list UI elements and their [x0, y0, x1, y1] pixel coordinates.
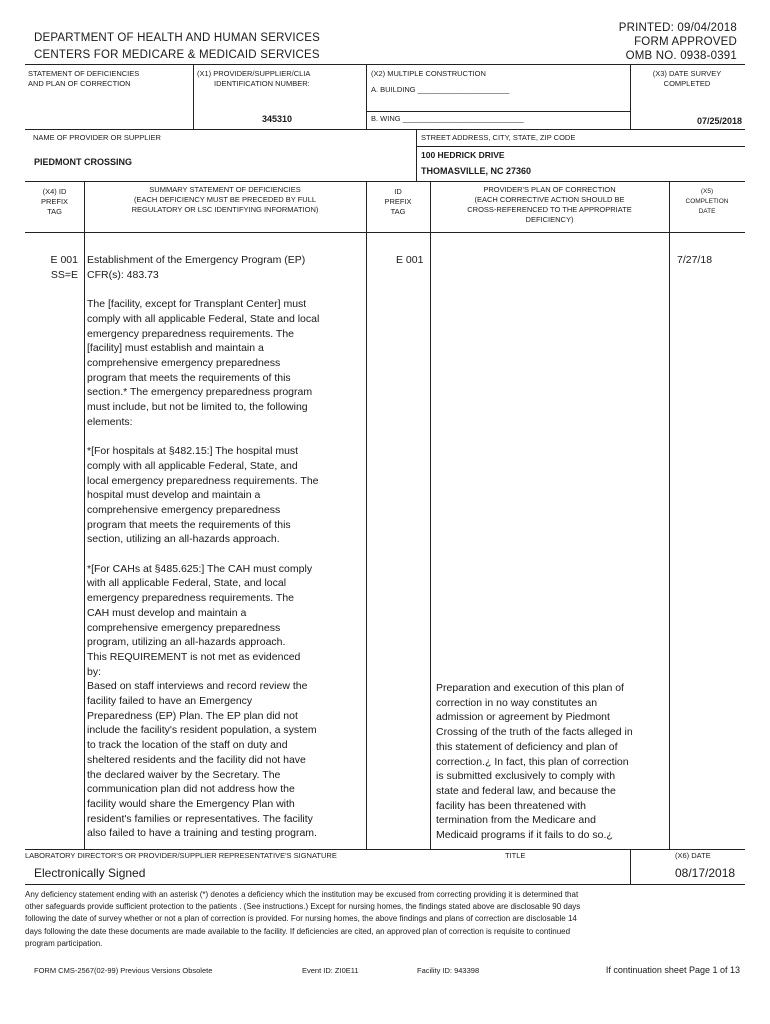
rule [25, 64, 745, 65]
date-label: (X6) DATE [675, 851, 711, 860]
survey-completed-date: 07/25/2018 [696, 116, 742, 126]
rule [669, 181, 670, 849]
street-address: 100 HEDRICK DRIVE [421, 150, 505, 160]
rule [366, 64, 367, 129]
id-header: ID PREFIX TAG [384, 187, 412, 216]
provider-id-number: 345310 [262, 114, 293, 124]
agency-subname: CENTERS FOR MEDICARE & MEDICAID SERVICES [34, 49, 320, 61]
address-label: STREET ADDRESS, CITY, STATE, ZIP CODE [421, 133, 576, 142]
rule [416, 129, 417, 181]
summary-paragraph: *[For CAHs at §485.625:] The CAH must comply with all applicable Federal, State, and local emergency preparedness requirements. The CAH must develop and maintain a comprehensive emergency preparedness program, utilizing an all-hazards approach. This REQUIREMENT is not met as evidenced by: Based on staff interviews and record review the facility failed to have an Emergency Preparedness (EP) Plan. The EP plan did not include the facility's resident population, a system to track the location of the staff on duty and sheltered residents and the facility did not have the declared waiver by the Secretary. The communication plan did not address how the facility would share the Emergency Plan with resident's families or representatives. The facility also failed to have a training and testing program. [87, 562, 317, 840]
agency-name: DEPARTMENT OF HEALTH AND HUMAN SERVICES [34, 32, 320, 44]
form-approved: FORM APPROVED [634, 36, 737, 48]
signature-value: Electronically Signed [34, 866, 146, 880]
omb-number: OMB NO. 0938-0391 [625, 50, 737, 62]
rule [416, 146, 745, 147]
provider-name: PIEDMONT CROSSING [34, 157, 133, 167]
summary-paragraph: *[For hospitals at §482.15:] The hospital must comply with all applicable Federal, State, and local emergency preparedness requirements. The hospital must develop and maintain a comprehensive emergency preparedness program that meets the requirements of this section, utilizing an all-hazards approach. [87, 445, 319, 546]
rule [630, 849, 631, 884]
rule [366, 111, 630, 112]
form-id: FORM CMS-2567(02-99) Previous Versions Obsolete [34, 966, 213, 975]
x3-label: (X3) DATE SURVEY COMPLETED [652, 69, 722, 88]
summary-paragraph: The [facility, except for Transplant Center] must comply with all applicable Federal, State and local emergency preparedness requirements. The [facility] must establish and maintain a comprehensive emergency preparedness program that meets the requirements of this section.* The emergency preparedness program must include, but not be limited to, the following elements: [87, 298, 320, 428]
x1-label: (X1) PROVIDER/SUPPLIER/CLIA IDENTIFICATION NUMBER: [197, 69, 311, 88]
rule [366, 181, 367, 849]
title-label: TITLE [505, 851, 526, 860]
summary-header: SUMMARY STATEMENT OF DEFICIENCIES (EACH DEFICIENCY MUST BE PRECEDED BY FULL REGULATORY OR LSC IDENTIFYING INFORMATION) [131, 185, 319, 214]
summary-paragraph: Establishment of the Emergency Program (EP) CFR(s): 483.73 [87, 254, 306, 281]
rule [193, 64, 194, 129]
page-number: If continuation sheet Page 1 of 13 [605, 965, 740, 975]
id-prefix-tag: E 001 [396, 254, 424, 266]
rule [25, 232, 745, 233]
rule [84, 181, 85, 849]
event-id: Event ID: ZI0E11 [302, 966, 359, 975]
rule [25, 181, 745, 182]
facility-id: Facility ID: 943398 [417, 966, 480, 975]
prefix-tag: E 001 SS=E [50, 254, 78, 281]
x5-header: (X5) COMPLETION DATE [685, 188, 729, 215]
rule [25, 129, 745, 130]
completion-date: 7/27/18 [677, 254, 713, 266]
plan-of-correction: Preparation and execution of this plan of correction in no way constitutes an admission or agreement by Piedmont Crossing of the truth of the facts alleged in this statement of deficiency and plan of correction.¿ In fact, this plan of correction is submitted exclusively to comply with state and federal law, and because the facility has been threatened with termination from the Medicare and Medicaid programs if it fails to do so.¿ [436, 682, 633, 842]
printed-date: PRINTED: 09/04/2018 [618, 22, 737, 34]
rule [430, 181, 431, 849]
summary-statement [87, 253, 365, 856]
signature-date: 08/17/2018 [675, 866, 736, 880]
building-field: A. BUILDING ______________________ [371, 85, 510, 94]
statement-label: STATEMENT OF DEFICIENCIES AND PLAN OF CORRECTION [28, 69, 140, 88]
rule [630, 64, 631, 129]
signature-label: LABORATORY DIRECTOR'S OR PROVIDER/SUPPLIER REPRESENTATIVE'S SIGNATURE [25, 851, 337, 860]
provider-name-label: NAME OF PROVIDER OR SUPPLIER [33, 133, 161, 142]
city-state-zip: THOMASVILLE, NC 27360 [421, 166, 532, 176]
plan-header: PROVIDER'S PLAN OF CORRECTION (EACH CORRECTIVE ACTION SHOULD BE CROSS-REFERENCED TO THE APPROPRIATE DEFICIENCY) [467, 185, 632, 224]
x4-header: (X4) ID PREFIX TAG [40, 187, 69, 216]
rule [25, 884, 745, 885]
footnote: Any deficiency statement ending with an asterisk (*) denotes a deficiency which the institution may be excused from correcting providing it is determined that other safeguards provide sufficient protection to the patients . (See instructions.) Except for nursing homes, the findings stated above are disclosable 90 days following the date of survey whether or not a plan of correction is provided. For nursing homes, the above findings and plans of correction are disclosable 14 days following the date these documents are made available to the facility. If deficiencies are cited, an approved plan of correction is requisite to continued program participation. [25, 890, 581, 948]
x2-label: (X2) MULTIPLE CONSTRUCTION [371, 69, 486, 78]
wing-field: B. WING _____________________________ [371, 114, 524, 123]
